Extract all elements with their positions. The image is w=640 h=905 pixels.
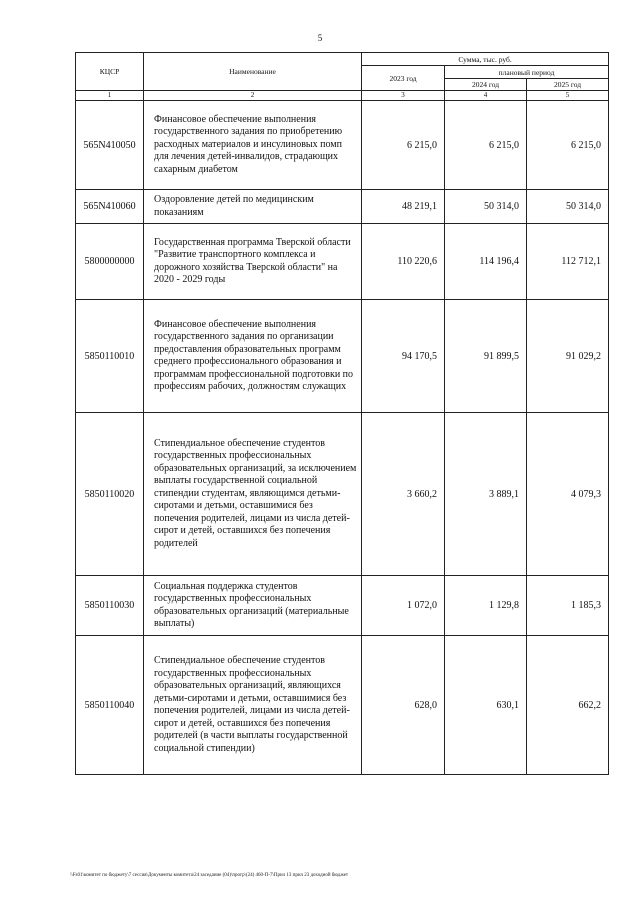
- row-code: 5850110030: [76, 576, 144, 636]
- row-name: Финансовое обеспечение выполнения государственного задания по приобретению расходных материалов и инсулиновых помп для лечения детей-инвалидов, страдающих сахарным диабетом: [144, 101, 362, 190]
- column-number: 4: [445, 91, 527, 101]
- column-number: 3: [362, 91, 445, 101]
- row-name: Государственная программа Тверской области "Развитие транспортного комплекса и дорожного хозяйства Тверской области" на 2020 - 2029 годы: [144, 224, 362, 300]
- row-name: Оздоровление детей по медицинским показаниям: [144, 190, 362, 224]
- row-name: Стипендиальное обеспечение студентов государственных профессиональных образовательных организаций, за исключением выплаты государственной социальной стипендии студентам, являющимся детьми-сиротами и детьми, оставшимися без попечения родителей, лицами из числа детей-сирот и детей, оставшихся без попечения родителей: [144, 413, 362, 576]
- table-row: [76, 190, 609, 224]
- row-value-2025: 112 712,1: [527, 224, 609, 300]
- footer-file-path: \\Fs01\комитет по бюджету\7 сессия\Документы комитета\24 заседание (04)\прогр\(24) 460-П-7\Прил 13 прил 23 доходной бюджет: [70, 873, 349, 878]
- row-value-2024: 6 215,0: [445, 101, 527, 190]
- row-value-2023: 628,0: [362, 636, 445, 775]
- row-name: Социальная поддержка студентов государственных профессиональных образовательных организаций (материальные выплаты): [144, 576, 362, 636]
- table-row: [76, 101, 609, 190]
- row-value-2023: 3 660,2: [362, 413, 445, 576]
- row-value-2023: 110 220,6: [362, 224, 445, 300]
- header-year-2023: 2023 год: [362, 66, 445, 91]
- row-value-2024: 630,1: [445, 636, 527, 775]
- row-value-2024: 3 889,1: [445, 413, 527, 576]
- column-number: 2: [144, 91, 362, 101]
- row-code: 5800000000: [76, 224, 144, 300]
- table-row: [76, 576, 609, 636]
- row-value-2024: 1 129,8: [445, 576, 527, 636]
- header-code: КЦСР: [76, 53, 144, 91]
- page-number: 5: [317, 33, 323, 43]
- row-code: 5850110040: [76, 636, 144, 775]
- row-code: 5850110020: [76, 413, 144, 576]
- row-value-2025: 1 185,3: [527, 576, 609, 636]
- row-value-2023: 94 170,5: [362, 300, 445, 413]
- table-row: [76, 413, 609, 576]
- table-row: [76, 300, 609, 413]
- row-value-2024: 91 899,5: [445, 300, 527, 413]
- row-code: 5850110010: [76, 300, 144, 413]
- budget-table: [75, 52, 609, 775]
- row-value-2025: 91 029,2: [527, 300, 609, 413]
- row-code: 565N410060: [76, 190, 144, 224]
- row-value-2025: 6 215,0: [527, 101, 609, 190]
- row-value-2023: 1 072,0: [362, 576, 445, 636]
- table-row: [76, 224, 609, 300]
- header-year-2024: 2024 год: [445, 79, 527, 91]
- column-number: 1: [76, 91, 144, 101]
- row-code: 565N410050: [76, 101, 144, 190]
- row-name: Финансовое обеспечение выполнения государственного задания по организации предоставления образовательных программ среднего профессионального образования и программам профессиональной подготовки по профессиям рабочих, должностям служащих: [144, 300, 362, 413]
- row-value-2025: 50 314,0: [527, 190, 609, 224]
- header-sum: Сумма, тыс. руб.: [362, 53, 609, 66]
- table-header: [76, 53, 609, 101]
- row-value-2025: 662,2: [527, 636, 609, 775]
- row-value-2024: 114 196,4: [445, 224, 527, 300]
- row-value-2024: 50 314,0: [445, 190, 527, 224]
- row-value-2023: 48 219,1: [362, 190, 445, 224]
- row-name: Стипендиальное обеспечение студентов государственных профессиональных образовательных организаций, являющихся детьми-сиротами и детьми, оставшимися без попечения родителей, лицами из числа детей-сирот и детей, оставшихся без попечения родителей (в части выплаты государственной социальной стипендии): [144, 636, 362, 775]
- header-name: Наименование: [144, 53, 362, 91]
- table-row: [76, 636, 609, 775]
- header-year-2025: 2025 год: [527, 79, 609, 91]
- header-planned-period: плановый период: [445, 66, 609, 79]
- row-value-2023: 6 215,0: [362, 101, 445, 190]
- column-number: 5: [527, 91, 609, 101]
- row-value-2025: 4 079,3: [527, 413, 609, 576]
